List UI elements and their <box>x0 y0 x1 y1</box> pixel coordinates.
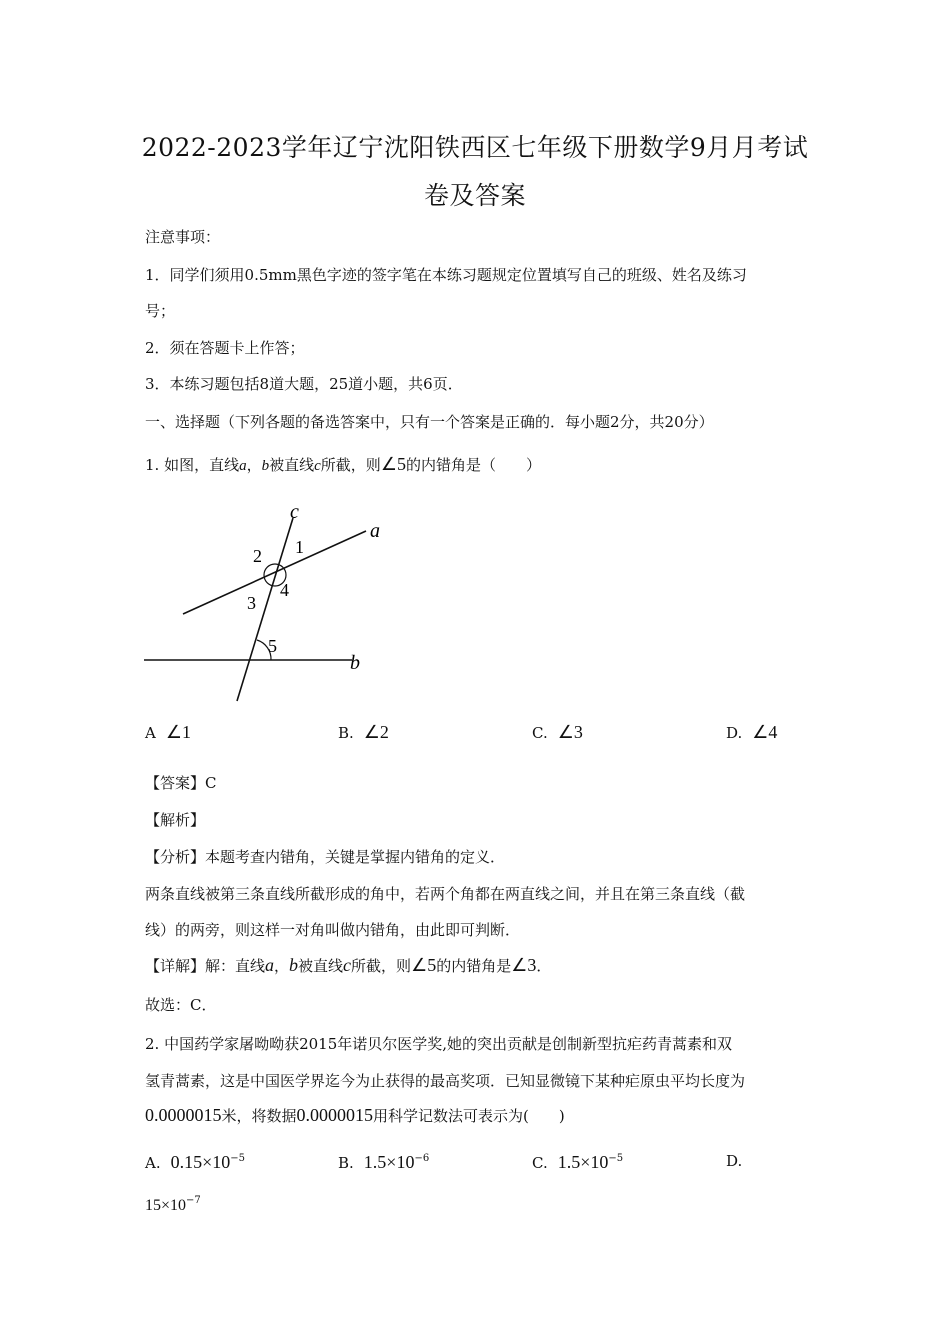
question-1-figure <box>140 498 380 708</box>
label-a: a <box>370 520 380 542</box>
question-2-line1: 2. 中国药学家屠呦呦获2015年诺贝尔医学奖,她的突出贡献是创制新型抗疟药青蒿素和双 <box>145 1035 733 1053</box>
document-title-line1: 2022-2023学年辽宁沈阳铁西区七年级下册数学9月月考试 <box>141 133 809 162</box>
q1-choose: 故选：C． <box>145 996 217 1014</box>
notice-item-1: 1．同学们须用0.5mm黑色字迹的签字笔在本练习题规定位置填写自己的班级、姓名及练习 <box>145 266 747 284</box>
label-b: b <box>350 652 360 674</box>
q1-option-b[interactable]: B. ∠2 <box>338 722 389 742</box>
section-heading: 一、选择题（下列各题的备选答案中，只有一个答案是正确的．每小题2分，共20分） <box>145 413 714 431</box>
notice-item-3: 3．本练习题包括8道大题，25道小题，共6页． <box>145 375 463 393</box>
question-2-line2: 氢青蒿素，这是中国医学界迄今为止获得的最高奖项．已知显微镜下某种疟原虫平均长度为 <box>145 1072 746 1090</box>
q1-detail: 【详解】解：直线a，b被直线c所截，则∠5的内错角是∠3． <box>145 955 552 975</box>
q1-analysis: 【分析】本题考查内错角，关键是掌握内错角的定义． <box>145 848 506 866</box>
q1-answer: 【答案】C <box>145 774 217 792</box>
document-title-line2: 卷及答案 <box>423 181 526 210</box>
label-2: 2 <box>253 546 262 566</box>
question-2-line3: 0.0000015米，将数据0.0000015用科学记数法可表示为( ) <box>145 1105 565 1125</box>
q2-option-d-value[interactable]: $15\times 10^{-7}$ <box>145 1195 201 1214</box>
question-1-stem: 1. 如图，直线a，b被直线c所截，则∠5的内错角是（ ） <box>145 454 541 474</box>
line-a <box>183 531 366 614</box>
q1-option-a[interactable]: A ∠1 <box>145 722 191 742</box>
notice-item-2: 2．须在答题卡上作答； <box>145 339 305 357</box>
line-c <box>237 518 293 701</box>
q1-jiexi-heading: 【解析】 <box>145 811 206 829</box>
q2-option-d-label[interactable]: D. <box>726 1152 743 1170</box>
q1-explain-line2: 线）的两旁，则这样一对角叫做内错角，由此即可判断． <box>145 921 521 939</box>
label-1: 1 <box>295 537 304 557</box>
q1-option-c[interactable]: C. ∠3 <box>532 722 583 742</box>
q2-option-c[interactable]: C. $1.5\times 10^{-5}$ <box>532 1152 624 1172</box>
notice-item-1-cont: 号； <box>145 302 176 320</box>
q2-option-a[interactable]: A. $0.15\times 10^{-5}$ <box>145 1152 246 1172</box>
q1-option-d[interactable]: D. ∠4 <box>726 722 778 742</box>
label-c: c <box>290 501 299 523</box>
label-3: 3 <box>247 593 256 613</box>
notice-heading: 注意事项： <box>145 228 221 246</box>
label-4: 4 <box>280 580 289 600</box>
q1-explain-line1: 两条直线被第三条直线所截形成的角中，若两个角都在两直线之间，并且在第三条直线（截 <box>145 885 746 903</box>
q2-option-b[interactable]: B. $1.5\times 10^{-6}$ <box>338 1152 430 1172</box>
label-5: 5 <box>268 636 277 656</box>
